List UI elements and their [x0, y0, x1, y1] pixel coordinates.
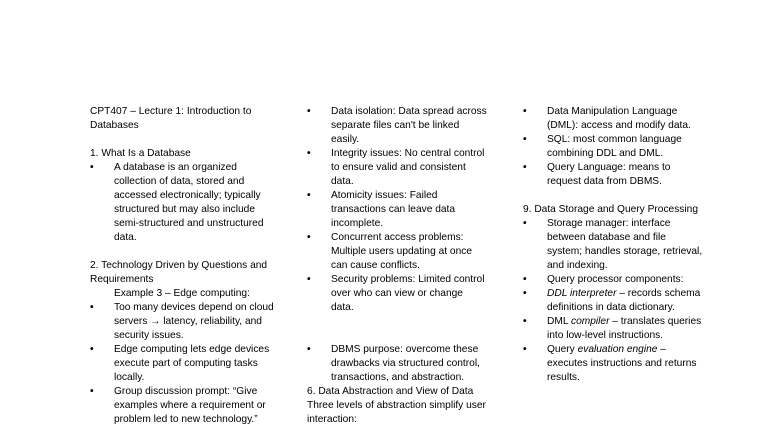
list-item	[307, 105, 487, 147]
bullet-text: interface between database and file system; handles storage, retrieval, and indexing.	[547, 218, 703, 271]
list-item	[307, 147, 487, 189]
bullet-term: Concurrent access problems:	[331, 232, 464, 243]
bullet-text: – translates queries into low-level instructions.	[547, 316, 702, 341]
bullet-text: No central control to ensure valid and consistent data.	[331, 148, 485, 187]
bullet-text: Data spread across separate files can't be linked easily.	[331, 106, 487, 145]
column-1	[90, 105, 276, 427]
bullet-prefix: DML	[547, 316, 571, 327]
bullet-term: Security problems:	[331, 274, 416, 285]
bullet-text: – executes instructions and returns results.	[547, 344, 697, 383]
section-6-heading: 6. Data Abstraction and View of Data	[307, 386, 474, 397]
list-item	[523, 105, 703, 133]
bullet-icon: •	[307, 190, 311, 201]
bullet-term: Atomicity issues:	[331, 190, 407, 201]
list-item	[523, 161, 703, 189]
column-3	[523, 105, 703, 385]
bullet-text: Failed transactions can leave data incomplete.	[331, 190, 456, 229]
example-heading: Example 3 – Edge computing:	[114, 288, 250, 299]
list-item	[90, 301, 276, 343]
bullet-text: access and modify data.	[578, 120, 691, 131]
list-item	[90, 385, 276, 427]
section-9-heading: 9. Data Storage and Query Processing	[523, 204, 698, 215]
list-item	[307, 189, 487, 231]
bullet-text: – records schema definitions in data dictionary.	[547, 288, 701, 313]
bullet-icon: •	[523, 316, 527, 327]
bullet-icon: •	[307, 274, 311, 285]
section-6-text: Three levels of abstraction simplify user interaction:	[307, 400, 486, 425]
list-item	[523, 217, 703, 273]
bullet-icon: •	[90, 344, 94, 355]
bullet-icon: •	[307, 232, 311, 243]
bullet-icon: •	[90, 302, 94, 313]
bullet-text: most common language combining DDL and DML.	[547, 134, 682, 159]
list-item	[307, 231, 487, 273]
section-1-heading: 1. What Is a Database	[90, 148, 191, 159]
bullet-icon: •	[307, 344, 311, 355]
list-item	[307, 273, 487, 315]
list-item	[523, 133, 703, 161]
bullet-icon: •	[523, 274, 527, 285]
bullet-text: overcome these drawbacks via structured control, transactions, and abstraction.	[331, 344, 480, 383]
bullet-prefix: DDL	[547, 288, 571, 299]
bullet-icon: •	[523, 162, 527, 173]
bullet-term: Data isolation:	[331, 106, 396, 117]
list-item	[90, 343, 276, 385]
bullet-term: compiler	[570, 316, 610, 327]
list-item	[523, 315, 703, 343]
bullet-icon: •	[523, 218, 527, 229]
bullet-text: Multiple users updating at once can cause conflicts.	[331, 246, 473, 271]
bullet-icon: •	[523, 106, 527, 117]
bullet-term: Query Language:	[547, 162, 626, 173]
bullet-text: Group discussion prompt: “Give examples where a requirement or problem led to new technology.”	[114, 386, 266, 425]
bullet-prefix: Query	[547, 344, 578, 355]
bullet-term: Data Manipulation Language (DML):	[547, 106, 678, 131]
query-processor-heading: Query processor components:	[547, 274, 684, 285]
bullet-text: Too many devices depend on cloud servers → latency, reliability, and security issues.	[114, 302, 274, 341]
list-item	[90, 161, 276, 245]
bullet-term: Storage manager:	[547, 218, 629, 229]
bullet-text: A database is an organized collection of data, stored and accessed electronically; typically structured but may also include semi-structured and unstructured data.	[114, 162, 264, 243]
section-2-heading: 2. Technology Driven by Questions and Requirements	[90, 260, 268, 285]
bullet-icon: •	[90, 162, 94, 173]
bullet-icon: •	[523, 288, 527, 299]
bullet-text: Limited control over who can view or change data.	[331, 274, 485, 313]
bullet-text: means to request data from DBMS.	[547, 162, 671, 187]
bullet-term: DBMS purpose:	[331, 344, 403, 355]
bullet-icon: •	[90, 386, 94, 397]
bullet-term: Integrity issues:	[331, 148, 402, 159]
list-item	[523, 273, 703, 287]
bullet-text: Edge computing lets edge devices execute part of computing tasks locally.	[114, 344, 270, 383]
lecture-title: CPT407 – Lecture 1: Introduction to Databases	[90, 106, 252, 131]
bullet-icon: •	[307, 106, 311, 117]
bullet-term: evaluation engine	[577, 344, 658, 355]
bullet-icon: •	[307, 148, 311, 159]
list-item	[523, 343, 703, 385]
bullet-icon: •	[523, 344, 527, 355]
bullet-icon: •	[523, 134, 527, 145]
bullet-term: interpreter	[570, 288, 617, 299]
column-2	[307, 105, 487, 427]
list-item	[523, 287, 703, 315]
list-item	[307, 343, 487, 385]
bullet-term: SQL:	[547, 134, 571, 145]
